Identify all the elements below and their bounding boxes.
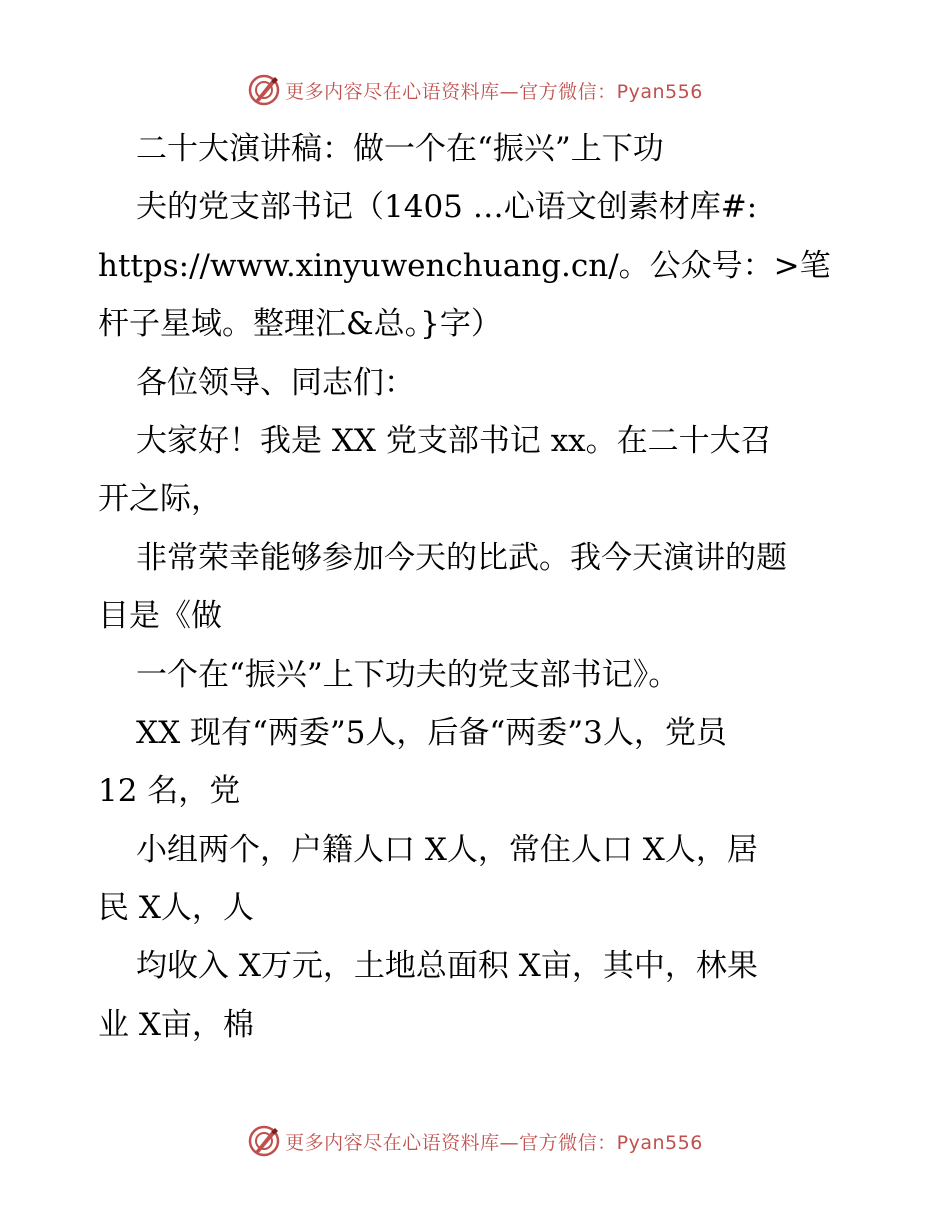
banner-main-text: 更多内容尽在心语资料库 [285, 1131, 500, 1154]
banner-text [285, 1128, 703, 1155]
footer-banner [0, 1121, 950, 1161]
body-line: 业 X亩，棉 [98, 1006, 254, 1043]
banner-text [285, 77, 703, 104]
pen-circle-logo-icon [247, 1124, 281, 1158]
body-line: XX 现有“两委”5人，后备“两委”3人，党员 [136, 714, 727, 751]
body-line: 一个在“振兴”上下功夫的党支部书记》。 [136, 656, 680, 693]
document-body [98, 120, 858, 1054]
body-line: 目是《做 [98, 598, 222, 635]
body-line: 非常荣幸能够参加今天的比武。我今天演讲的题 [136, 539, 787, 576]
banner-contact-text: 官方微信：Pyan556 [519, 1131, 703, 1154]
banner-separator: — [499, 1131, 520, 1154]
body-line: https://www.xinyuwenchuang.cn/。公众号：>笔 [98, 247, 831, 284]
body-line: 二十大演讲稿：做一个在“振兴”上下功 [136, 131, 664, 167]
header-banner [0, 70, 950, 110]
pen-circle-logo-icon [247, 73, 281, 107]
body-line: 大家好！我是 XX 党支部书记 xx。在二十大召 [136, 422, 772, 459]
banner-contact-text: 官方微信：Pyan556 [519, 80, 703, 103]
body-line: 夫的党支部书记（1405 …心语文创素材库#: [136, 189, 758, 226]
banner-main-text: 更多内容尽在心语资料库 [285, 80, 500, 103]
body-line: 12 名，党 [98, 773, 241, 810]
body-line: 开之际， [98, 481, 222, 518]
body-line: 小组两个，户籍人口 X人，常住人口 X人，居 [136, 831, 758, 868]
body-line: 各位领导、同志们： [136, 364, 415, 401]
body-line: 民 X人，人 [98, 890, 254, 927]
body-line: 均收入 X万元，土地总面积 X亩，其中，林果 [136, 948, 758, 985]
banner-separator: — [499, 80, 520, 103]
body-line: 杆子星域。整理汇&总。}字） [98, 306, 502, 343]
